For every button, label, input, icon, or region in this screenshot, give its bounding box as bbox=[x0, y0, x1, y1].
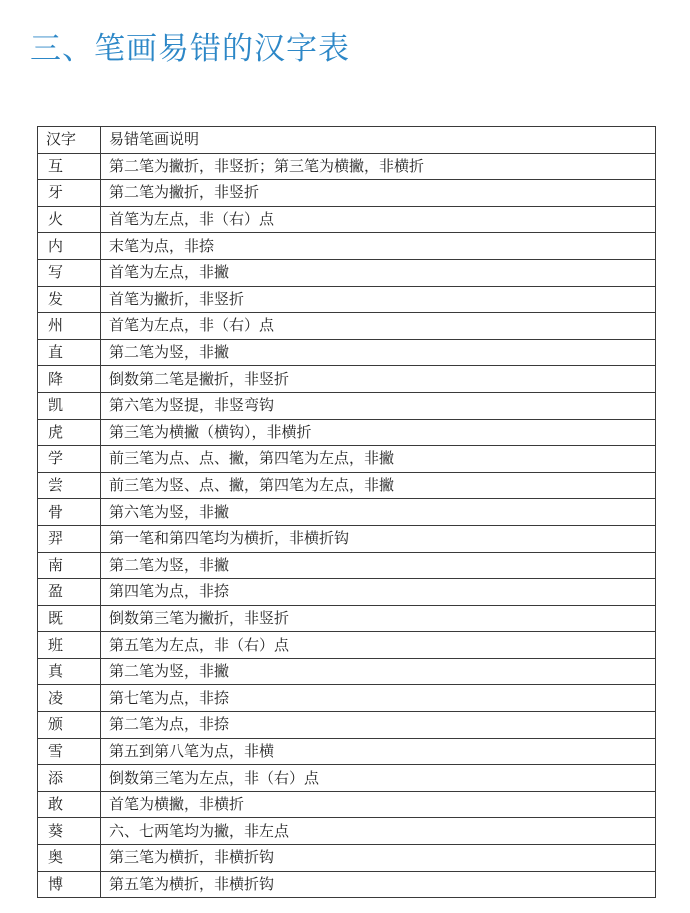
cell-char: 直 bbox=[38, 339, 101, 366]
table-row bbox=[38, 339, 656, 366]
cell-char: 葵 bbox=[38, 818, 101, 845]
table-row bbox=[38, 259, 656, 286]
cell-desc: 第四笔为点，非捺 bbox=[101, 579, 656, 606]
cell-char: 骨 bbox=[38, 499, 101, 526]
table-row bbox=[38, 818, 656, 845]
cell-desc: 首笔为左点，非（右）点 bbox=[101, 313, 656, 340]
table-row bbox=[38, 153, 656, 180]
cell-desc: 第二笔为竖，非撇 bbox=[101, 552, 656, 579]
cell-char: 凌 bbox=[38, 685, 101, 712]
cell-desc: 第五笔为左点，非（右）点 bbox=[101, 632, 656, 659]
table-row bbox=[38, 605, 656, 632]
table-row bbox=[38, 233, 656, 260]
table-row bbox=[38, 525, 656, 552]
cell-desc: 第六笔为竖，非撇 bbox=[101, 499, 656, 526]
cell-char: 颁 bbox=[38, 712, 101, 739]
stroke-error-table bbox=[37, 126, 656, 898]
cell-char: 尝 bbox=[38, 472, 101, 499]
cell-char: 发 bbox=[38, 286, 101, 313]
cell-desc: 倒数第三笔为撇折，非竖折 bbox=[101, 605, 656, 632]
table-row bbox=[38, 579, 656, 606]
cell-char: 博 bbox=[38, 871, 101, 898]
cell-char: 凯 bbox=[38, 392, 101, 419]
cell-desc: 前三笔为竖、点、撇，第四笔为左点，非撇 bbox=[101, 472, 656, 499]
table-row bbox=[38, 552, 656, 579]
cell-char: 学 bbox=[38, 446, 101, 473]
cell-desc: 首笔为左点，非（右）点 bbox=[101, 206, 656, 233]
table-row bbox=[38, 658, 656, 685]
cell-char: 奥 bbox=[38, 845, 101, 872]
table-row bbox=[38, 765, 656, 792]
cell-char: 内 bbox=[38, 233, 101, 260]
cell-desc: 倒数第三笔为左点，非（右）点 bbox=[101, 765, 656, 792]
table-row bbox=[38, 685, 656, 712]
table-body bbox=[38, 153, 656, 898]
cell-char: 班 bbox=[38, 632, 101, 659]
table-row bbox=[38, 446, 656, 473]
table-row bbox=[38, 791, 656, 818]
cell-desc: 第一笔和第四笔均为横折，非横折钩 bbox=[101, 525, 656, 552]
section-title: 三、笔画易错的汉字表 bbox=[30, 31, 350, 67]
cell-desc: 第五到第八笔为点，非横 bbox=[101, 738, 656, 765]
cell-char: 羿 bbox=[38, 525, 101, 552]
table-row bbox=[38, 499, 656, 526]
table-row bbox=[38, 712, 656, 739]
table-row bbox=[38, 366, 656, 393]
cell-desc: 第二笔为撇折，非竖折；第三笔为横撇，非横折 bbox=[101, 153, 656, 180]
table-row bbox=[38, 392, 656, 419]
table-row bbox=[38, 738, 656, 765]
cell-char: 火 bbox=[38, 206, 101, 233]
cell-char: 互 bbox=[38, 153, 101, 180]
cell-char: 州 bbox=[38, 313, 101, 340]
cell-desc: 第七笔为点，非捺 bbox=[101, 685, 656, 712]
cell-desc: 第三笔为横撇（横钩），非横折 bbox=[101, 419, 656, 446]
cell-desc: 第六笔为竖提，非竖弯钩 bbox=[101, 392, 656, 419]
cell-char: 盈 bbox=[38, 579, 101, 606]
cell-desc: 首笔为撇折，非竖折 bbox=[101, 286, 656, 313]
cell-desc: 倒数第二笔是撇折，非竖折 bbox=[101, 366, 656, 393]
cell-desc: 第二笔为竖，非撇 bbox=[101, 339, 656, 366]
cell-desc: 第二笔为撇折，非竖折 bbox=[101, 180, 656, 207]
table-row bbox=[38, 286, 656, 313]
table-row bbox=[38, 472, 656, 499]
cell-char: 降 bbox=[38, 366, 101, 393]
table-row bbox=[38, 206, 656, 233]
cell-desc: 第二笔为竖，非撇 bbox=[101, 658, 656, 685]
cell-char: 南 bbox=[38, 552, 101, 579]
cell-char: 真 bbox=[38, 658, 101, 685]
cell-char: 写 bbox=[38, 259, 101, 286]
cell-desc: 首笔为横撇，非横折 bbox=[101, 791, 656, 818]
cell-char: 既 bbox=[38, 605, 101, 632]
stroke-error-table-container bbox=[37, 126, 655, 898]
table-row bbox=[38, 632, 656, 659]
table-row bbox=[38, 180, 656, 207]
cell-char: 添 bbox=[38, 765, 101, 792]
table-row bbox=[38, 845, 656, 872]
table-row bbox=[38, 871, 656, 898]
table-row bbox=[38, 419, 656, 446]
table-header-row bbox=[38, 127, 656, 154]
header-char: 汉字 bbox=[38, 127, 101, 154]
header-desc: 易错笔画说明 bbox=[101, 127, 656, 154]
cell-char: 敢 bbox=[38, 791, 101, 818]
cell-desc: 第五笔为横折，非横折钩 bbox=[101, 871, 656, 898]
cell-desc: 第三笔为横折，非横折钩 bbox=[101, 845, 656, 872]
cell-desc: 前三笔为点、点、撇，第四笔为左点，非撇 bbox=[101, 446, 656, 473]
cell-desc: 第二笔为点，非捺 bbox=[101, 712, 656, 739]
cell-char: 牙 bbox=[38, 180, 101, 207]
cell-desc: 六、七两笔均为撇，非左点 bbox=[101, 818, 656, 845]
cell-desc: 末笔为点，非捺 bbox=[101, 233, 656, 260]
table-row bbox=[38, 313, 656, 340]
cell-desc: 首笔为左点，非撇 bbox=[101, 259, 656, 286]
cell-char: 雪 bbox=[38, 738, 101, 765]
cell-char: 虎 bbox=[38, 419, 101, 446]
